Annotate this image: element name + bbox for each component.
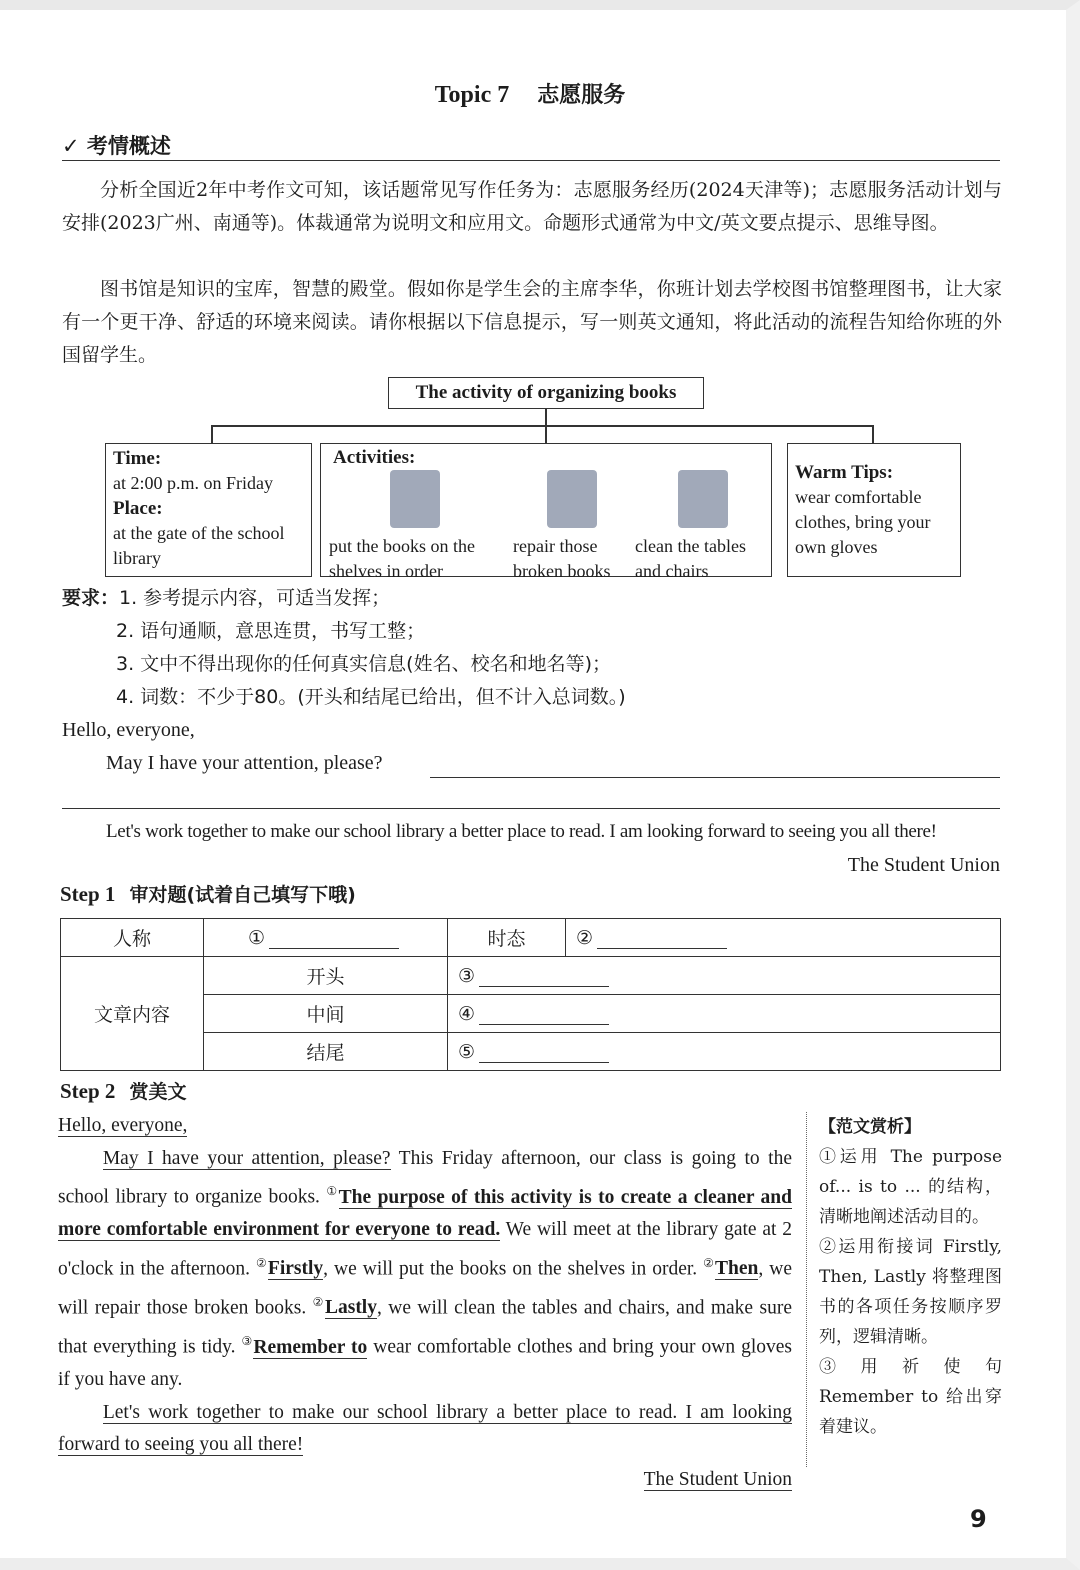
row-label: 中间	[204, 995, 448, 1033]
time-value: at 2:00 p.m. on Friday	[113, 473, 273, 493]
activity-text: clean the tables and chairs	[635, 536, 746, 581]
letter-greeting: Hello, everyone,	[62, 719, 195, 741]
analysis-item: ③用祈使句 Remember to 给出穿着建议。	[819, 1357, 1002, 1437]
essay-text: , we will put the books on the shelves in order.	[323, 1258, 704, 1280]
step-desc: 审对题(试着自己填写下哦)	[129, 884, 356, 906]
writing-line[interactable]	[430, 777, 1000, 778]
connector	[211, 425, 873, 427]
content-label: 文章内容	[61, 957, 204, 1071]
person-label: 人称	[61, 919, 204, 957]
tense-label: 时态	[448, 919, 566, 957]
section-header	[62, 130, 1000, 161]
highlighted-phrase: Then	[715, 1258, 759, 1280]
warm-tips-box	[787, 443, 961, 577]
time-place-box	[105, 443, 312, 577]
row-blank[interactable]	[448, 957, 1001, 995]
blank-number: ④	[458, 1002, 476, 1025]
activities-box	[320, 443, 772, 581]
requirement-item: 1. 参考提示内容，可适当发挥；	[119, 587, 391, 609]
boy-cleaning-illustration	[678, 470, 728, 528]
highlighted-phrase: Firstly	[267, 1258, 324, 1280]
page-number: 9	[970, 1505, 987, 1533]
analysis-item: ②运用衔接词 Firstly, Then, Lastly 将整理图书的各项任务按顺序罗列，逻辑清晰。	[819, 1237, 1002, 1347]
blank-number: ②	[576, 926, 594, 949]
analysis-title: 【范文赏析】	[819, 1117, 921, 1137]
boy-repairing-illustration	[547, 470, 597, 528]
time-label: Time:	[113, 448, 162, 469]
topic-name: 志愿服务	[537, 83, 626, 108]
connector	[872, 425, 874, 443]
requirements-label: 要求：	[62, 587, 120, 609]
section-label: 考情概述	[86, 134, 171, 158]
blank-number: ③	[458, 964, 476, 987]
analysis-item: ①运用 The purpose of... is to ... 的结构，清晰地阐述活动目的。	[819, 1147, 1002, 1227]
essay-text: wear comfortable clothes and bring your own gloves if you have any.	[58, 1336, 792, 1391]
intro-paragraph-1: 分析全国近2年中考作文可知，该话题常见写作任务为：志愿服务经历(2024天津等)；志愿服务活动计划与安排(2023广州、南通等)。体裁通常为说明文和应用文。命题形式通常为中文/英文要点提示、思维导图。	[62, 179, 1002, 234]
step-desc: 赏美文	[129, 1081, 187, 1103]
row-blank[interactable]	[448, 1033, 1001, 1071]
connector	[211, 425, 213, 443]
activity-item	[513, 470, 631, 584]
essay-text: , we will clean the tables and chairs, and make sure that everything is tidy.	[58, 1297, 792, 1358]
essay-text: We will meet at the library gate at 2 o'clock in the afternoon.	[58, 1219, 792, 1280]
tense-blank[interactable]	[566, 919, 1001, 957]
letter-opening: May I have your attention, please?	[106, 752, 383, 774]
essay-paragraph-2: Let's work together to make our school library a better place to read. I am looking forward to seeing you all there!	[58, 1401, 792, 1456]
place-label: Place:	[113, 498, 163, 519]
writing-line[interactable]	[62, 808, 1000, 809]
page-title	[0, 78, 1060, 109]
annotation-marker: ②	[703, 1255, 716, 1270]
row-blank[interactable]	[448, 995, 1001, 1033]
intro-paragraph-2: 图书馆是知识的宝库，智慧的殿堂。假如你是学生会的主席李华，你班计划去学校图书馆整理图书，让大家有一个更干净、舒适的环境来阅读。请你根据以下信息提示，写一则英文通知，将此活动的流程告知给你班的外国留学生。	[62, 278, 1002, 366]
person-blank[interactable]	[204, 919, 448, 957]
requirement-item: 4. 词数：不少于80。(开头和结尾已给出，但不计入总词数。)	[116, 686, 626, 708]
place-value: at the gate of the school library	[113, 523, 285, 568]
essay-greeting: Hello, everyone,	[58, 1115, 188, 1136]
annotation-marker: ③	[241, 1334, 254, 1349]
essay-signature: The Student Union	[643, 1468, 792, 1490]
requirement-item: 3. 文中不得出现你的任何真实信息(姓名、校名和地名等)；	[116, 653, 611, 675]
tips-label: Warm Tips:	[795, 462, 894, 483]
analysis-table	[60, 918, 1001, 1071]
blank-number: ⑤	[458, 1040, 476, 1063]
highlighted-phrase: Remember to	[253, 1336, 368, 1358]
analysis-sidebar	[806, 1112, 1002, 1467]
row-label: 结尾	[204, 1033, 448, 1071]
tips-value: wear comfortable clothes, bring your own gloves	[795, 487, 931, 557]
step1-heading	[60, 880, 356, 907]
bookshelf-illustration	[390, 470, 440, 528]
annotation-marker: ②	[256, 1255, 268, 1270]
model-essay	[58, 1110, 792, 1497]
activity-text: repair those broken books	[513, 536, 611, 581]
activity-item	[635, 470, 771, 584]
letter-signature: The Student Union	[847, 854, 1000, 876]
row-label: 开头	[204, 957, 448, 995]
highlighted-phrase: The purpose of this activity is to create a cleaner and more comfortable environment for everyone to read.	[58, 1186, 792, 1241]
letter-closing: Let's work together to make our school library a better place to read. I am looking forward to seeing you all there!	[106, 821, 937, 842]
essay-text: , we will repair those broken books.	[58, 1258, 792, 1319]
checkmark-icon: ✓	[62, 134, 80, 158]
mindmap-title: The activity of organizing books	[388, 377, 704, 409]
annotation-marker: ②	[312, 1294, 325, 1309]
essay-text: May I have your attention, please?	[102, 1147, 391, 1169]
activities-label: Activities:	[333, 447, 416, 468]
essay-text: This Friday afternoon, our class is going to the school library to organize books.	[58, 1147, 792, 1208]
highlighted-phrase: Lastly	[324, 1297, 377, 1319]
requirements	[62, 582, 626, 714]
essay-paragraph-1	[58, 1143, 792, 1397]
activity-item	[329, 470, 501, 584]
blank-number: ①	[248, 926, 266, 949]
topic-number: Topic 7	[434, 82, 510, 108]
requirement-item: 2. 语句通顺，意思连贯，书写工整；	[116, 620, 426, 642]
activity-text: put the books on the shelves in order	[329, 536, 475, 581]
step-label: Step 1	[60, 882, 116, 906]
step2-heading	[60, 1077, 186, 1104]
step-label: Step 2	[60, 1079, 116, 1103]
annotation-marker: ①	[326, 1184, 339, 1199]
